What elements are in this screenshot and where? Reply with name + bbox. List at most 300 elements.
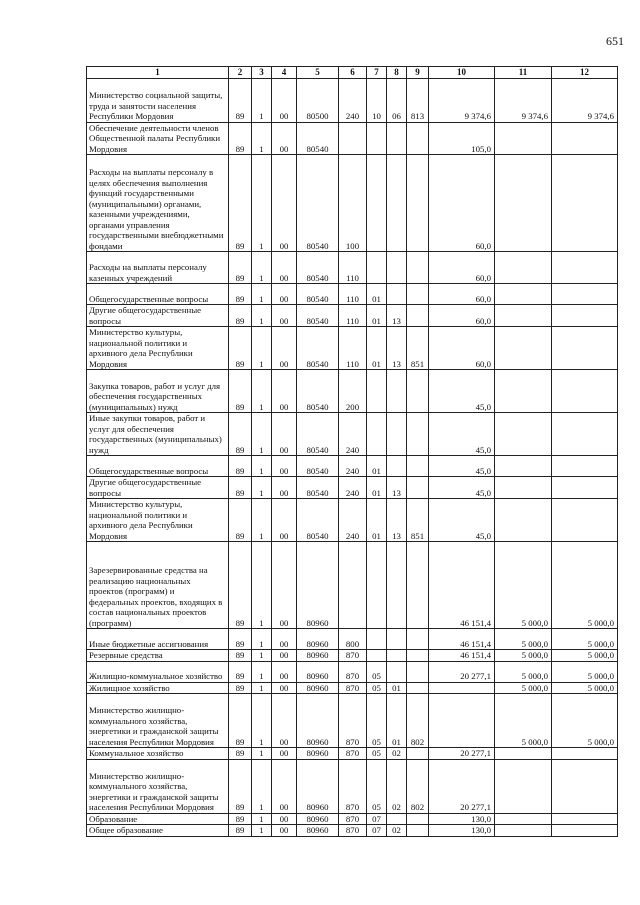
table-cell bbox=[495, 155, 552, 252]
table-cell: 60,0 bbox=[429, 155, 495, 252]
table-cell: 00 bbox=[272, 682, 297, 694]
table-header-row bbox=[87, 67, 618, 79]
budget-table bbox=[86, 66, 618, 837]
table-cell bbox=[495, 252, 552, 284]
table-cell: 89 bbox=[229, 542, 252, 629]
table-cell bbox=[407, 477, 429, 499]
table-cell bbox=[495, 825, 552, 837]
table-cell: 1 bbox=[252, 284, 272, 305]
table-cell bbox=[495, 284, 552, 305]
table-cell: 00 bbox=[272, 477, 297, 499]
table-cell: 46 151,4 bbox=[429, 650, 495, 662]
table-cell bbox=[387, 650, 407, 662]
table-cell: 60,0 bbox=[429, 284, 495, 305]
table-cell: 00 bbox=[272, 305, 297, 327]
table-cell: 110 bbox=[339, 305, 367, 327]
table-cell: 13 bbox=[387, 305, 407, 327]
table-cell bbox=[407, 122, 429, 155]
table-cell: 870 bbox=[339, 813, 367, 825]
table-cell bbox=[387, 155, 407, 252]
table-cell: 89 bbox=[229, 682, 252, 694]
table-cell bbox=[495, 499, 552, 542]
table-cell bbox=[387, 284, 407, 305]
table-cell: 5 000,0 bbox=[495, 682, 552, 694]
table-cell: 9 374,6 bbox=[495, 78, 552, 122]
table-cell: 1 bbox=[252, 542, 272, 629]
column-header: 4 bbox=[272, 67, 297, 79]
table-cell: 1 bbox=[252, 78, 272, 122]
table-row bbox=[87, 284, 618, 305]
table-cell: 5 000,0 bbox=[552, 542, 618, 629]
table-cell: 46 151,4 bbox=[429, 542, 495, 629]
table-cell: 00 bbox=[272, 813, 297, 825]
table-cell: 80540 bbox=[297, 252, 339, 284]
table-cell: 110 bbox=[339, 327, 367, 370]
table-row bbox=[87, 661, 618, 682]
table-cell bbox=[407, 542, 429, 629]
table-cell bbox=[552, 413, 618, 456]
table-row bbox=[87, 542, 618, 629]
table-cell: 13 bbox=[387, 327, 407, 370]
table-cell: 01 bbox=[367, 477, 387, 499]
table-cell bbox=[387, 370, 407, 413]
table-cell: 07 bbox=[367, 825, 387, 837]
table-cell: 5 000,0 bbox=[495, 650, 552, 662]
table-cell bbox=[407, 413, 429, 456]
table-cell bbox=[495, 413, 552, 456]
column-header: 9 bbox=[407, 67, 429, 79]
table-cell: 1 bbox=[252, 694, 272, 748]
row-description-cell: Министерство социальной защиты, труда и занятости населения Республики Мордовия bbox=[87, 78, 229, 122]
table-cell: 01 bbox=[367, 499, 387, 542]
table-cell: 00 bbox=[272, 499, 297, 542]
table-cell bbox=[495, 477, 552, 499]
table-cell: 00 bbox=[272, 825, 297, 837]
table-cell: 01 bbox=[367, 284, 387, 305]
table-cell: 00 bbox=[272, 456, 297, 477]
table-cell: 80540 bbox=[297, 477, 339, 499]
table-cell bbox=[387, 813, 407, 825]
table-cell: 00 bbox=[272, 542, 297, 629]
table-cell: 870 bbox=[339, 825, 367, 837]
table-cell: 89 bbox=[229, 456, 252, 477]
table-cell bbox=[495, 370, 552, 413]
table-cell: 05 bbox=[367, 748, 387, 760]
table-cell: 870 bbox=[339, 661, 367, 682]
row-description-cell: Министерство культуры, национальной политики и архивного дела Республики Мордовия bbox=[87, 327, 229, 370]
row-description-cell: Иные бюджетные ассигнования bbox=[87, 629, 229, 650]
table-cell: 45,0 bbox=[429, 456, 495, 477]
table-row bbox=[87, 78, 618, 122]
table-row bbox=[87, 456, 618, 477]
table-cell bbox=[387, 456, 407, 477]
table-cell bbox=[407, 155, 429, 252]
column-header: 5 bbox=[297, 67, 339, 79]
row-description-cell: Общегосударственные вопросы bbox=[87, 284, 229, 305]
row-description-cell: Коммунальное хозяйство bbox=[87, 748, 229, 760]
table-cell bbox=[407, 370, 429, 413]
table-cell: 130,0 bbox=[429, 813, 495, 825]
table-cell: 80960 bbox=[297, 825, 339, 837]
table-cell bbox=[407, 650, 429, 662]
table-cell: 5 000,0 bbox=[552, 661, 618, 682]
table-cell bbox=[552, 759, 618, 813]
table-cell: 89 bbox=[229, 759, 252, 813]
table-cell: 89 bbox=[229, 370, 252, 413]
table-cell: 00 bbox=[272, 370, 297, 413]
table-cell: 89 bbox=[229, 650, 252, 662]
table-cell bbox=[387, 252, 407, 284]
table-cell: 00 bbox=[272, 650, 297, 662]
table-cell: 89 bbox=[229, 284, 252, 305]
table-cell: 80540 bbox=[297, 155, 339, 252]
table-cell: 1 bbox=[252, 682, 272, 694]
table-cell: 110 bbox=[339, 252, 367, 284]
table-cell: 89 bbox=[229, 122, 252, 155]
table-cell bbox=[552, 284, 618, 305]
table-cell: 00 bbox=[272, 252, 297, 284]
table-cell: 240 bbox=[339, 413, 367, 456]
table-cell: 5 000,0 bbox=[495, 542, 552, 629]
table-cell: 870 bbox=[339, 759, 367, 813]
table-row bbox=[87, 825, 618, 837]
table-cell: 1 bbox=[252, 748, 272, 760]
table-cell: 13 bbox=[387, 477, 407, 499]
table-cell: 80540 bbox=[297, 122, 339, 155]
table-cell: 240 bbox=[339, 499, 367, 542]
table-cell bbox=[552, 370, 618, 413]
row-description-cell: Зарезервированные средства на реализацию национальных проектов (программ) и федеральных проектов, входящих в состав национальных проектов (программ) bbox=[87, 542, 229, 629]
table-cell: 80960 bbox=[297, 542, 339, 629]
table-cell: 5 000,0 bbox=[552, 682, 618, 694]
table-cell: 800 bbox=[339, 629, 367, 650]
table-cell: 13 bbox=[387, 499, 407, 542]
row-description-cell: Общее образование bbox=[87, 825, 229, 837]
table-cell: 89 bbox=[229, 629, 252, 650]
table-cell: 20 277,1 bbox=[429, 759, 495, 813]
table-cell: 80540 bbox=[297, 370, 339, 413]
table-cell bbox=[387, 542, 407, 629]
table-cell: 60,0 bbox=[429, 252, 495, 284]
table-cell: 813 bbox=[407, 78, 429, 122]
table-cell bbox=[552, 499, 618, 542]
table-cell: 02 bbox=[387, 748, 407, 760]
table-cell: 1 bbox=[252, 305, 272, 327]
row-description-cell: Иные закупки товаров, работ и услуг для обеспечения государственных (муниципальных) нужд bbox=[87, 413, 229, 456]
table-cell: 80960 bbox=[297, 650, 339, 662]
row-description-cell: Другие общегосударственные вопросы bbox=[87, 305, 229, 327]
table-cell: 80500 bbox=[297, 78, 339, 122]
table-cell: 80540 bbox=[297, 456, 339, 477]
table-cell bbox=[367, 155, 387, 252]
table-cell: 89 bbox=[229, 694, 252, 748]
table-cell: 5 000,0 bbox=[552, 650, 618, 662]
table-cell: 870 bbox=[339, 748, 367, 760]
table-cell: 851 bbox=[407, 327, 429, 370]
table-cell: 130,0 bbox=[429, 825, 495, 837]
table-cell bbox=[495, 759, 552, 813]
table-cell bbox=[367, 370, 387, 413]
table-cell: 100 bbox=[339, 155, 367, 252]
table-cell: 00 bbox=[272, 759, 297, 813]
table-cell: 1 bbox=[252, 759, 272, 813]
table-cell: 80960 bbox=[297, 748, 339, 760]
table-cell: 80960 bbox=[297, 694, 339, 748]
table-row bbox=[87, 694, 618, 748]
table-cell: 00 bbox=[272, 122, 297, 155]
table-cell bbox=[367, 252, 387, 284]
table-cell: 5 000,0 bbox=[495, 694, 552, 748]
table-cell: 870 bbox=[339, 682, 367, 694]
table-cell bbox=[552, 477, 618, 499]
table-cell: 870 bbox=[339, 694, 367, 748]
table-cell bbox=[367, 413, 387, 456]
table-cell bbox=[407, 682, 429, 694]
table-cell: 1 bbox=[252, 499, 272, 542]
table-cell bbox=[552, 748, 618, 760]
table-cell: 5 000,0 bbox=[495, 629, 552, 650]
table-cell: 00 bbox=[272, 155, 297, 252]
row-description-cell: Резервные средства bbox=[87, 650, 229, 662]
table-cell bbox=[407, 284, 429, 305]
table-cell bbox=[387, 629, 407, 650]
table-cell: 1 bbox=[252, 661, 272, 682]
table-cell bbox=[407, 748, 429, 760]
table-cell bbox=[407, 825, 429, 837]
table-cell: 01 bbox=[367, 327, 387, 370]
table-cell: 07 bbox=[367, 813, 387, 825]
table-cell bbox=[429, 694, 495, 748]
table-cell: 1 bbox=[252, 327, 272, 370]
table-cell: 89 bbox=[229, 413, 252, 456]
table-row bbox=[87, 748, 618, 760]
table-cell: 00 bbox=[272, 629, 297, 650]
table-cell: 9 374,6 bbox=[552, 78, 618, 122]
column-header: 3 bbox=[252, 67, 272, 79]
table-cell bbox=[552, 456, 618, 477]
table-cell: 9 374,6 bbox=[429, 78, 495, 122]
table-cell: 240 bbox=[339, 456, 367, 477]
table-cell bbox=[367, 650, 387, 662]
table-cell: 80540 bbox=[297, 327, 339, 370]
table-cell bbox=[367, 629, 387, 650]
table-cell: 1 bbox=[252, 629, 272, 650]
table-row bbox=[87, 499, 618, 542]
table-cell: 851 bbox=[407, 499, 429, 542]
table-cell bbox=[339, 122, 367, 155]
table-cell: 89 bbox=[229, 327, 252, 370]
table-cell: 1 bbox=[252, 252, 272, 284]
table-cell: 80960 bbox=[297, 813, 339, 825]
table-cell bbox=[407, 629, 429, 650]
table-cell bbox=[552, 813, 618, 825]
table-cell bbox=[407, 305, 429, 327]
table-cell bbox=[552, 305, 618, 327]
table-cell: 802 bbox=[407, 759, 429, 813]
table-cell: 870 bbox=[339, 650, 367, 662]
table-cell bbox=[407, 813, 429, 825]
table-cell: 00 bbox=[272, 284, 297, 305]
table-cell: 60,0 bbox=[429, 305, 495, 327]
table-cell: 45,0 bbox=[429, 477, 495, 499]
row-description-cell: Расходы на выплаты персоналу в целях обеспечения выполнения функций государственными (муниципальными) органами, казенными учреждениями, органами управления государственными внебюджетными фондами bbox=[87, 155, 229, 252]
table-row bbox=[87, 305, 618, 327]
column-header: 12 bbox=[552, 67, 618, 79]
table-cell: 01 bbox=[387, 682, 407, 694]
table-cell: 5 000,0 bbox=[552, 629, 618, 650]
table-cell: 01 bbox=[387, 694, 407, 748]
table-cell bbox=[495, 456, 552, 477]
table-cell: 1 bbox=[252, 477, 272, 499]
table-cell: 89 bbox=[229, 252, 252, 284]
table-cell: 02 bbox=[387, 825, 407, 837]
table-cell: 20 277,1 bbox=[429, 748, 495, 760]
table-cell: 80960 bbox=[297, 661, 339, 682]
column-header: 10 bbox=[429, 67, 495, 79]
table-cell: 05 bbox=[367, 759, 387, 813]
table-cell: 80540 bbox=[297, 413, 339, 456]
table-cell: 1 bbox=[252, 122, 272, 155]
table-cell: 802 bbox=[407, 694, 429, 748]
table-cell: 89 bbox=[229, 499, 252, 542]
table-cell bbox=[552, 327, 618, 370]
table-cell bbox=[495, 305, 552, 327]
table-row bbox=[87, 327, 618, 370]
table-cell: 45,0 bbox=[429, 370, 495, 413]
table-cell: 80540 bbox=[297, 305, 339, 327]
table-cell: 89 bbox=[229, 661, 252, 682]
table-cell: 01 bbox=[367, 305, 387, 327]
table-cell: 1 bbox=[252, 813, 272, 825]
table-cell: 80960 bbox=[297, 629, 339, 650]
table-cell: 80540 bbox=[297, 284, 339, 305]
table-cell bbox=[495, 813, 552, 825]
table-row bbox=[87, 813, 618, 825]
table-cell: 89 bbox=[229, 748, 252, 760]
column-header: 11 bbox=[495, 67, 552, 79]
table-cell: 89 bbox=[229, 477, 252, 499]
row-description-cell: Другие общегосударственные вопросы bbox=[87, 477, 229, 499]
table-cell bbox=[495, 748, 552, 760]
table-cell bbox=[495, 327, 552, 370]
table-cell: 1 bbox=[252, 413, 272, 456]
page-number: 651 bbox=[606, 34, 624, 48]
row-description-cell: Обеспечение деятельности членов Общественной палаты Республики Мордовия bbox=[87, 122, 229, 155]
table-cell: 200 bbox=[339, 370, 367, 413]
table-cell: 5 000,0 bbox=[495, 661, 552, 682]
table-cell bbox=[429, 682, 495, 694]
table-cell: 02 bbox=[387, 759, 407, 813]
table-cell bbox=[367, 122, 387, 155]
table-cell: 110 bbox=[339, 284, 367, 305]
table-row bbox=[87, 759, 618, 813]
table-row bbox=[87, 477, 618, 499]
table-cell bbox=[552, 155, 618, 252]
table-cell: 240 bbox=[339, 78, 367, 122]
table-cell: 00 bbox=[272, 413, 297, 456]
table-cell: 45,0 bbox=[429, 499, 495, 542]
table-cell bbox=[387, 413, 407, 456]
table-cell: 89 bbox=[229, 305, 252, 327]
table-cell: 00 bbox=[272, 694, 297, 748]
column-header: 2 bbox=[229, 67, 252, 79]
row-description-cell: Министерство культуры, национальной политики и архивного дела Республики Мордовия bbox=[87, 499, 229, 542]
table-row bbox=[87, 413, 618, 456]
table-cell bbox=[367, 542, 387, 629]
table-cell: 00 bbox=[272, 661, 297, 682]
table-cell bbox=[339, 542, 367, 629]
table-row bbox=[87, 122, 618, 155]
table-cell: 45,0 bbox=[429, 413, 495, 456]
row-description-cell: Жилищно-коммунальное хозяйство bbox=[87, 661, 229, 682]
table-cell: 20 277,1 bbox=[429, 661, 495, 682]
table-cell: 05 bbox=[367, 682, 387, 694]
table-cell: 00 bbox=[272, 327, 297, 370]
column-header: 7 bbox=[367, 67, 387, 79]
table-cell: 89 bbox=[229, 155, 252, 252]
row-description-cell: Закупка товаров, работ и услуг для обеспечения государственных (муниципальных) нужд bbox=[87, 370, 229, 413]
table-cell: 1 bbox=[252, 456, 272, 477]
table-cell bbox=[552, 825, 618, 837]
row-description-cell: Министерство жилищно-коммунального хозяйства, энергетики и гражданской защиты населения Республики Мордовия bbox=[87, 759, 229, 813]
table-cell: 89 bbox=[229, 78, 252, 122]
table-cell bbox=[407, 661, 429, 682]
row-description-cell: Общегосударственные вопросы bbox=[87, 456, 229, 477]
row-description-cell: Жилищное хозяйство bbox=[87, 682, 229, 694]
table-row bbox=[87, 155, 618, 252]
table-cell bbox=[387, 122, 407, 155]
column-header: 6 bbox=[339, 67, 367, 79]
table-cell: 1 bbox=[252, 650, 272, 662]
table-row bbox=[87, 370, 618, 413]
table-cell: 01 bbox=[367, 456, 387, 477]
table-cell: 80960 bbox=[297, 682, 339, 694]
table-cell bbox=[552, 252, 618, 284]
table-cell: 60,0 bbox=[429, 327, 495, 370]
table-cell: 1 bbox=[252, 825, 272, 837]
table-row bbox=[87, 629, 618, 650]
table-cell bbox=[495, 122, 552, 155]
row-description-cell: Образование bbox=[87, 813, 229, 825]
table-cell: 80540 bbox=[297, 499, 339, 542]
row-description-cell: Министерство жилищно-коммунального хозяйства, энергетики и гражданской защиты населения Республики Мордовия bbox=[87, 694, 229, 748]
table-cell: 89 bbox=[229, 813, 252, 825]
table-cell: 105,0 bbox=[429, 122, 495, 155]
row-description-cell: Расходы на выплаты персоналу казенных учреждений bbox=[87, 252, 229, 284]
table-cell bbox=[387, 661, 407, 682]
table-row bbox=[87, 650, 618, 662]
table-cell: 06 bbox=[387, 78, 407, 122]
table-cell: 1 bbox=[252, 155, 272, 252]
table-cell: 00 bbox=[272, 748, 297, 760]
table-cell: 05 bbox=[367, 694, 387, 748]
table-cell: 89 bbox=[229, 825, 252, 837]
table-cell: 240 bbox=[339, 477, 367, 499]
table-cell: 00 bbox=[272, 78, 297, 122]
table-cell: 10 bbox=[367, 78, 387, 122]
table-cell bbox=[552, 122, 618, 155]
table-cell: 5 000,0 bbox=[552, 694, 618, 748]
column-header: 8 bbox=[387, 67, 407, 79]
table-body bbox=[87, 78, 618, 836]
table-cell: 80960 bbox=[297, 759, 339, 813]
table-cell bbox=[407, 456, 429, 477]
table-row bbox=[87, 682, 618, 694]
table-cell: 1 bbox=[252, 370, 272, 413]
column-header: 1 bbox=[87, 67, 229, 79]
table-cell: 46 151,4 bbox=[429, 629, 495, 650]
table-cell: 05 bbox=[367, 661, 387, 682]
